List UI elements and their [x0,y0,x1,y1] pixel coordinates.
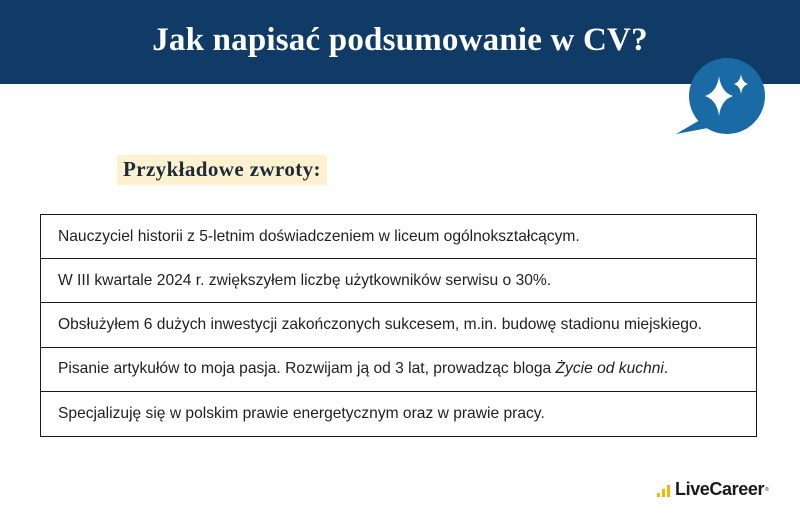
section-heading [117,155,327,185]
brand-name: LiveCareer [675,479,765,499]
phrase-row [41,303,756,347]
phrase-text: Nauczyciel historii z 5-letnim doświadczeniem w liceum ogólnokształcącym. [58,227,580,245]
blog-title: Życie od kuchni [555,360,664,378]
phrases-table [40,214,757,437]
phrase-text: W III kwartale 2024 r. zwiększyłem liczbę użytkowników serwisu o 30%. [58,271,552,289]
phrase-row [41,348,756,392]
registered-mark: ® [765,486,769,493]
phrase-text: Obsłużyłem 6 dużych inwestycji zakończonych sukcesem, m.in. budowę stadionu miejskiego. [58,315,702,333]
sparkle-chat-bubble-icon [672,58,772,138]
brand-logo [656,479,769,500]
bar-chart-icon [656,482,672,498]
phrase-text: Specjalizuję się w polskim prawie energetycznym oraz w prawie pracy. [58,404,545,422]
phrase-text-after: . [663,360,669,378]
page-title: Jak napisać podsumowanie w CV? [152,21,648,58]
section-subtitle: Przykładowe zwroty: [117,155,327,185]
phrase-row [41,392,756,436]
phrase-row [41,215,756,259]
phrase-row [41,259,756,303]
phrase-text-before: Pisanie artykułów to moja pasja. Rozwijam ją od 3 lat, prowadząc bloga [58,360,552,378]
